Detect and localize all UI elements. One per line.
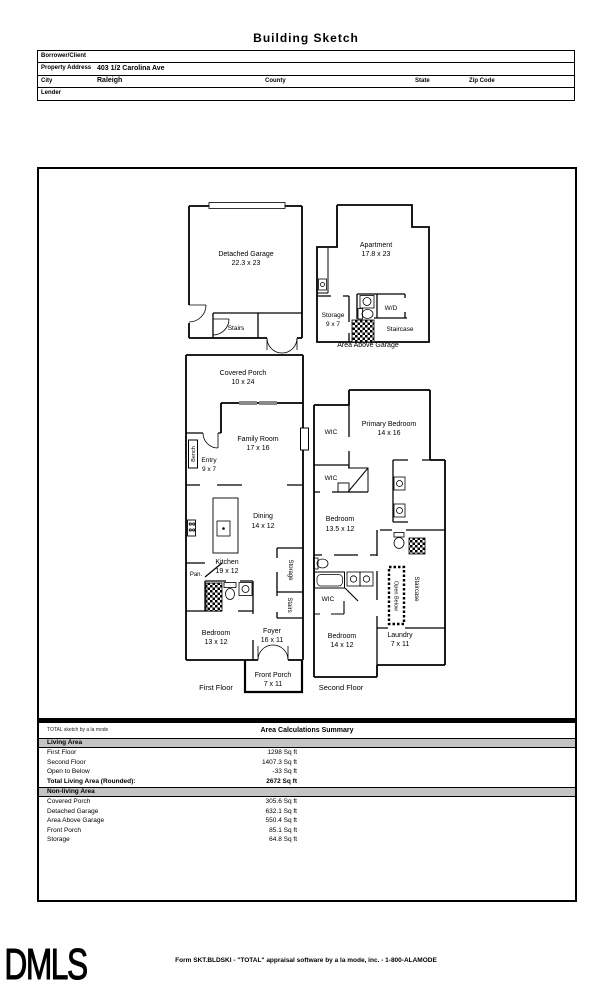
- label-sf-staircase: Staircase: [413, 576, 419, 602]
- sink-icon: [239, 583, 252, 596]
- label-detached-garage: Detached Garage: [218, 251, 274, 258]
- garage-window: [209, 203, 285, 209]
- state-label: State: [415, 77, 430, 84]
- table-row: Storage 64.8 Sq ft: [47, 836, 297, 843]
- toilet-icon: [358, 309, 373, 320]
- sink-icon: [360, 296, 374, 309]
- caption-first-floor: First Floor: [199, 683, 233, 692]
- stair-hatch: [409, 538, 425, 554]
- label-wic1: WIC: [324, 429, 338, 436]
- washer-icon: [319, 279, 327, 290]
- label-bedroom-13x12: Bedroom: [201, 630, 231, 637]
- city-label: City: [41, 77, 53, 84]
- floor-plan-sketch: [37, 167, 577, 720]
- label-kitchen-dims: 19 x 12: [215, 568, 239, 575]
- table-row: First Floor 1298 Sq ft: [47, 749, 297, 756]
- label-bench: Bench: [191, 446, 197, 462]
- table-row: Front Porch 85.1 Sq ft: [47, 826, 297, 834]
- page-title: Building Sketch: [253, 31, 359, 45]
- label-wd: W/D: [384, 305, 398, 312]
- caption-area-above-garage: Area Above Garage: [337, 342, 399, 349]
- label-foyer-dims: 16 x 11: [260, 637, 284, 644]
- toilet-icon: [314, 558, 329, 569]
- label-bedroom-13x12-dims: 13 x 12: [204, 639, 228, 646]
- borrower-label: Borrower/Client: [41, 53, 87, 59]
- label-dining-dims: 14 x 12: [251, 523, 275, 530]
- table-row: Area Above Garage 550.4 Sq ft: [47, 817, 297, 824]
- area-summary-title: Area Calculations Summary: [260, 727, 354, 734]
- label-front-porch: Front Porch: [254, 672, 292, 679]
- total-living-area-row: Total Living Area (Rounded): 2672 Sq ft: [47, 777, 297, 785]
- table-row: Open to Below -33 Sq ft: [47, 768, 297, 775]
- nonliving-area-header: Non-living Area: [39, 787, 575, 797]
- label-apartment-dims: 17.8 x 23: [361, 251, 391, 258]
- area-calculations-table: [37, 720, 577, 902]
- label-covered-porch-dims: 10 x 24: [231, 379, 255, 386]
- garage-walls: [189, 206, 302, 353]
- dmls-logo: [3, 945, 113, 994]
- table-row: Detached Garage 632.1 Sq ft: [47, 807, 297, 815]
- dmls-logo-text: DMLS: [4, 945, 87, 989]
- label-apt-storage-dims: 9 x 7: [325, 321, 341, 328]
- stair-hatch: [352, 320, 374, 342]
- label-garage-stairs: Stairs: [227, 325, 245, 332]
- property-address-value: 403 1/2 Carolina Ave: [97, 64, 165, 72]
- label-primary-bedroom-dims: 14 x 16: [377, 430, 401, 437]
- label-primary-bedroom: Primary Bedroom: [361, 421, 417, 428]
- row-lender: [38, 88, 574, 99]
- label-pantry: Pan.: [189, 572, 203, 578]
- vanity-sinks: [347, 572, 373, 586]
- label-laundry: Laundry: [387, 632, 413, 639]
- vanity-sinks: [394, 477, 405, 517]
- toilet-icon: [394, 533, 404, 549]
- label-wic2: WIC: [324, 475, 338, 482]
- label-detached-garage-dims: 22.3 x 23: [231, 260, 261, 267]
- label-apt-staircase: Staircase: [386, 326, 414, 333]
- label-foyer: Foyer: [263, 628, 281, 635]
- label-family-room: Family Room: [237, 436, 279, 443]
- label-apt-storage: Storage: [321, 312, 345, 319]
- row-property-address: [38, 63, 574, 75]
- shower-hatch: [206, 583, 222, 611]
- row-city-county-state-zip: [38, 76, 574, 88]
- label-laundry-dims: 7 x 11: [390, 641, 410, 648]
- living-area-header: Living Area: [39, 738, 575, 748]
- label-ff-stairs: Stairs: [286, 597, 292, 613]
- dmls-logo-svg: [3, 945, 113, 989]
- label-dining: Dining: [253, 513, 273, 520]
- total-watermark: TOTAL sketch by a la mode: [47, 727, 109, 733]
- label-open-below: Open Below: [392, 581, 399, 611]
- zip-label: Zip Code: [469, 77, 495, 84]
- stove-icon: [188, 520, 196, 536]
- label-covered-porch: Covered Porch: [219, 370, 267, 377]
- form-footer-line: Form SKT.BLDSKI - "TOTAL" appraisal software by a la mode, inc. - 1-800-ALAMODE: [175, 957, 437, 964]
- label-entry-dims: 9 x 7: [201, 466, 217, 473]
- property-address-label: Property Address: [41, 65, 92, 72]
- label-apartment: Apartment: [359, 242, 393, 249]
- label-bedroom-14x12: Bedroom: [327, 633, 357, 640]
- label-front-porch-dims: 7 x 11: [263, 681, 283, 688]
- label-ff-storage: Storage: [287, 559, 293, 581]
- label-kitchen: Kitchen: [215, 559, 239, 566]
- label-entry: Entry: [201, 457, 217, 464]
- caption-second-floor: Second Floor: [318, 683, 364, 692]
- label-bedroom-13-5-dims: 13.5 x 12: [325, 526, 355, 533]
- row-borrower: [38, 51, 574, 63]
- label-bedroom-13-5: Bedroom: [325, 516, 355, 523]
- label-bedroom-14x12-dims: 14 x 12: [330, 642, 354, 649]
- table-row: Covered Porch 305.6 Sq ft: [47, 798, 297, 805]
- kitchen-island: [213, 498, 238, 553]
- label-family-room-dims: 17 x 16: [246, 445, 270, 452]
- county-label: County: [265, 77, 286, 84]
- table-row: Second Floor 1407.3 Sq ft: [47, 758, 297, 766]
- bathtub-icon: [315, 572, 345, 588]
- property-info-table: [37, 50, 575, 101]
- family-room-window: [301, 428, 309, 450]
- toilet-icon: [224, 583, 236, 600]
- city-value: Raleigh: [97, 77, 123, 85]
- label-wic3: WIC: [321, 596, 335, 603]
- lender-label: Lender: [41, 90, 62, 97]
- floor-plan-svg: [39, 169, 575, 718]
